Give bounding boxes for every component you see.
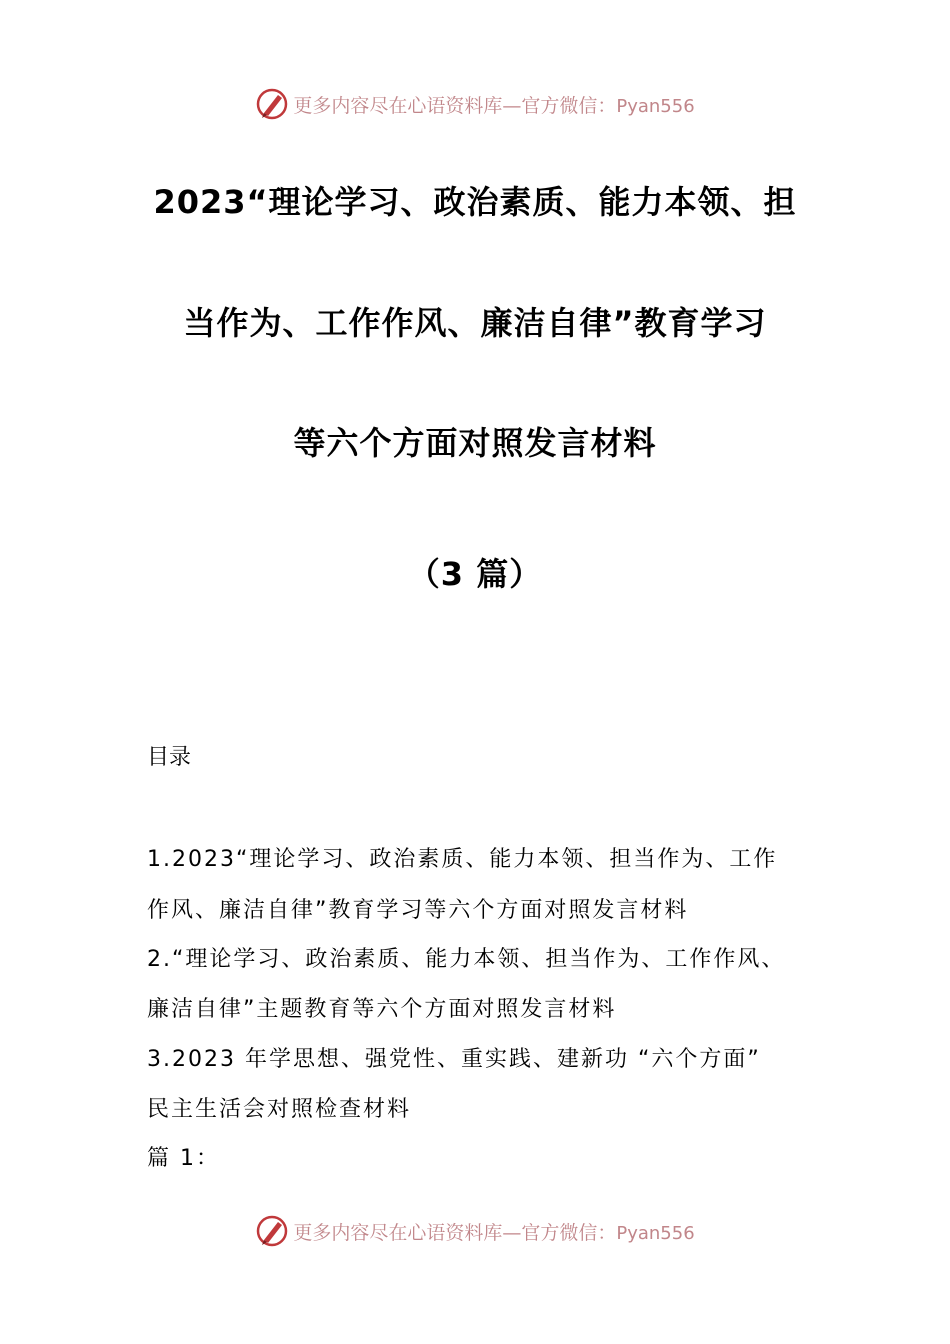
title-line-3: 等六个方面对照发言材料 (293, 424, 657, 462)
toc-line: 民主生活会对照检查材料 (147, 1097, 412, 1122)
toc-heading: 目录 (147, 745, 192, 770)
title-line-1: 2023“理论学习、政治素质、能力本领、担 (153, 183, 797, 221)
watermark-text: 更多内容尽在心语资料库—官方微信：Pyan556 (293, 1221, 695, 1244)
toc-line: 3.2023 年学思想、强党性、重实践、建新功 “六个方面” (147, 1047, 761, 1072)
toc-line: 作风、廉洁自律”教育学习等六个方面对照发言材料 (147, 898, 689, 923)
toc-line: 1.2023“理论学习、政治素质、能力本领、担当作为、工作 (147, 847, 778, 872)
watermark-text: 更多内容尽在心语资料库—官方微信：Pyan556 (293, 94, 695, 117)
watermark-top (0, 84, 950, 124)
pen-logo-icon (255, 1214, 289, 1248)
toc-line: 篇 1： (147, 1146, 220, 1171)
watermark-bottom (0, 1211, 950, 1251)
pen-logo-icon (255, 87, 289, 121)
toc-line: 2.“理论学习、政治素质、能力本领、担当作为、工作作风、 (147, 947, 786, 972)
title-line-2: 当作为、工作作风、廉洁自律”教育学习 (183, 304, 767, 342)
toc-line: 廉洁自律”主题教育等六个方面对照发言材料 (147, 997, 617, 1022)
title-line-4: （3 篇） (407, 555, 543, 593)
